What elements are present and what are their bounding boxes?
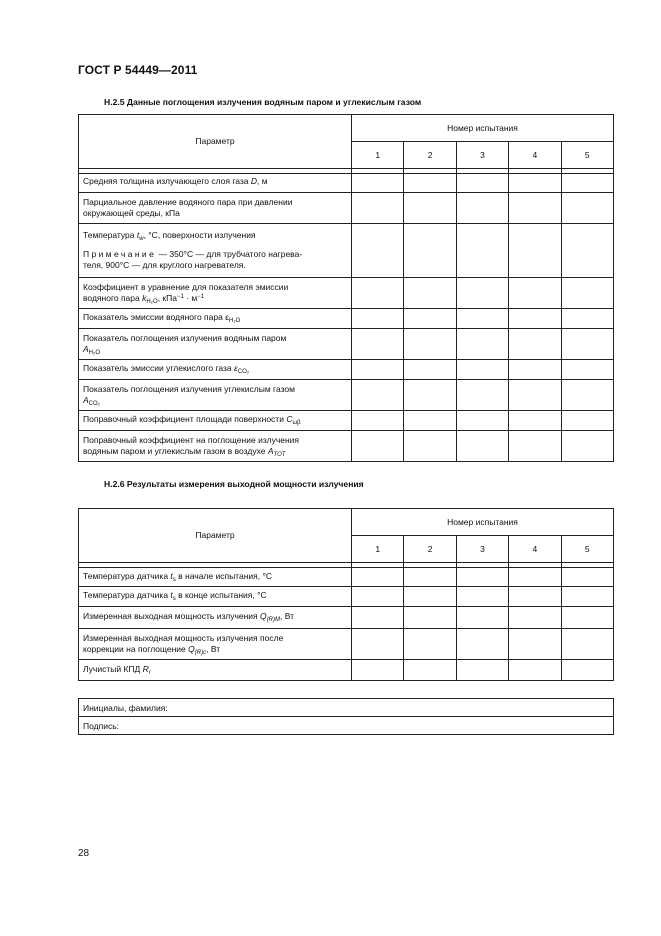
value-cell[interactable]	[509, 278, 561, 309]
row-param-radiant-efficiency: Лучистый КПД $R_r$	[79, 660, 352, 681]
value-cell[interactable]	[352, 411, 404, 431]
param-header: Параметр	[79, 509, 352, 563]
value-cell[interactable]	[561, 380, 613, 411]
value-cell[interactable]	[404, 193, 456, 224]
value-cell[interactable]	[352, 278, 404, 309]
value-cell[interactable]	[561, 587, 613, 607]
table2-caption: Н.2.6 Результаты измерения выходной мощности излучения	[104, 479, 364, 489]
value-cell[interactable]	[404, 278, 456, 309]
value-cell[interactable]	[352, 174, 404, 193]
value-cell[interactable]	[509, 411, 561, 431]
value-cell[interactable]	[561, 278, 613, 309]
value-cell[interactable]	[509, 431, 561, 462]
value-cell[interactable]	[352, 607, 404, 629]
value-cell[interactable]	[561, 360, 613, 380]
value-cell[interactable]	[509, 360, 561, 380]
row-param-co2-emission: Показатель эмиссии углекислого газа $\varepsilon_{CO_2}$	[79, 360, 352, 380]
value-cell[interactable]	[404, 629, 456, 660]
test-number: 1	[352, 536, 404, 563]
value-cell[interactable]	[561, 309, 613, 329]
value-cell[interactable]	[509, 224, 561, 278]
test-number: 4	[509, 536, 561, 563]
row-param-surface-correction: Поправочный коэффициент площади поверхности $C_{\omega\beta}$	[79, 411, 352, 431]
test-number: 5	[561, 142, 613, 169]
value-cell[interactable]	[456, 587, 508, 607]
value-cell[interactable]	[561, 224, 613, 278]
value-cell[interactable]	[509, 309, 561, 329]
test-number: 3	[456, 536, 508, 563]
tests-header: Номер испытания	[352, 509, 614, 536]
param-header: Параметр	[79, 115, 352, 169]
test-number: 2	[404, 142, 456, 169]
value-cell[interactable]	[509, 607, 561, 629]
value-cell[interactable]	[404, 587, 456, 607]
value-cell[interactable]	[352, 360, 404, 380]
test-number: 4	[509, 142, 561, 169]
row-param-surface-temperature: Температура $t_w$, °С, поверхности излучения Примечание — 350°С — для трубчатого нагрева- теля, 900°С — для круглого нагревателя.	[79, 224, 352, 278]
value-cell[interactable]	[456, 278, 508, 309]
value-cell[interactable]	[561, 174, 613, 193]
value-cell[interactable]	[561, 329, 613, 360]
value-cell[interactable]	[456, 411, 508, 431]
value-cell[interactable]	[509, 629, 561, 660]
value-cell[interactable]	[456, 360, 508, 380]
value-cell[interactable]	[456, 660, 508, 681]
value-cell[interactable]	[404, 568, 456, 587]
value-cell[interactable]	[561, 411, 613, 431]
row-param-emission-coefficient: Коэффициент в уравнение для показателя эмиссии водяного пара $k_{H_2O}$, $кПа^{-1} \cdot м^{-1}$	[79, 278, 352, 309]
row-param-gas-layer-thickness: Средняя толщина излучающего слоя газа D, м	[79, 174, 352, 193]
value-cell[interactable]	[509, 660, 561, 681]
tests-header: Номер испытания	[352, 115, 614, 142]
table-output-power	[78, 508, 614, 681]
value-cell[interactable]	[352, 329, 404, 360]
test-number: 5	[561, 536, 613, 563]
value-cell[interactable]	[404, 309, 456, 329]
row-param-water-absorption: Показатель поглощения излучения водяным паром $A_{H_2O}$	[79, 329, 352, 360]
row-param-co2-absorption: Показатель поглощения излучения углекислым газом $A_{CO_2}$	[79, 380, 352, 411]
value-cell[interactable]	[456, 431, 508, 462]
table-absorption-data	[78, 114, 614, 462]
value-cell[interactable]	[456, 629, 508, 660]
row-param-water-emission: Показатель эмиссии водяного пара $\varepsilon_{H_2O}$	[79, 309, 352, 329]
value-cell[interactable]	[404, 174, 456, 193]
value-cell[interactable]	[509, 174, 561, 193]
value-cell[interactable]	[456, 193, 508, 224]
value-cell[interactable]	[561, 431, 613, 462]
value-cell[interactable]	[352, 380, 404, 411]
value-cell[interactable]	[456, 607, 508, 629]
value-cell[interactable]	[404, 329, 456, 360]
value-cell[interactable]	[352, 568, 404, 587]
value-cell[interactable]	[404, 411, 456, 431]
value-cell[interactable]	[352, 224, 404, 278]
page-number: 28	[78, 848, 90, 859]
value-cell[interactable]	[352, 660, 404, 681]
value-cell[interactable]	[352, 629, 404, 660]
test-number: 3	[456, 142, 508, 169]
value-cell[interactable]	[404, 380, 456, 411]
row-param-sensor-temp-end: Температура датчика $t_s$ в конце испытания, °С	[79, 587, 352, 607]
value-cell[interactable]	[404, 431, 456, 462]
value-cell[interactable]	[561, 193, 613, 224]
test-number: 2	[404, 536, 456, 563]
value-cell[interactable]	[561, 629, 613, 660]
row-param-sensor-temp-start: Температура датчика $t_s$ в начале испытания, °С	[79, 568, 352, 587]
value-cell[interactable]	[509, 329, 561, 360]
value-cell[interactable]	[404, 224, 456, 278]
signature-field[interactable]: Подпись:	[79, 717, 614, 735]
value-cell[interactable]	[509, 380, 561, 411]
value-cell[interactable]	[404, 607, 456, 629]
value-cell[interactable]	[509, 587, 561, 607]
value-cell[interactable]	[456, 380, 508, 411]
value-cell[interactable]	[509, 568, 561, 587]
value-cell[interactable]	[352, 431, 404, 462]
row-param-absorption-correction: Поправочный коэффициент на поглощение излучения водяным паром и углекислым газом в воздухе $A_{TOT}$	[79, 431, 352, 462]
row-param-corrected-power: Измеренная выходная мощность излучения после коррекции на поглощение $Q_{(R)c}$, Вт	[79, 629, 352, 660]
table1-caption: Н.2.5 Данные поглощения излучения водяным паром и углекислым газом	[104, 97, 422, 107]
value-cell[interactable]	[561, 607, 613, 629]
row-param-water-vapour-pressure: Парциальное давление водяного пара при давлении окружающей среды, кПа	[79, 193, 352, 224]
row-param-measured-power: Измеренная выходная мощность излучения $Q_{(R)M}$, Вт	[79, 607, 352, 629]
signature-block	[78, 698, 614, 735]
value-cell[interactable]	[456, 224, 508, 278]
value-cell[interactable]	[456, 329, 508, 360]
value-cell[interactable]	[509, 193, 561, 224]
value-cell[interactable]	[456, 568, 508, 587]
value-cell[interactable]	[456, 174, 508, 193]
value-cell[interactable]	[456, 309, 508, 329]
value-cell[interactable]	[352, 193, 404, 224]
value-cell[interactable]	[352, 309, 404, 329]
initials-name-field[interactable]: Инициалы, фамилия:	[79, 699, 614, 717]
value-cell[interactable]	[404, 360, 456, 380]
value-cell[interactable]	[561, 660, 613, 681]
value-cell[interactable]	[352, 587, 404, 607]
value-cell[interactable]	[404, 660, 456, 681]
document-header: ГОСТ Р 54449—2011	[78, 63, 198, 77]
value-cell[interactable]	[561, 568, 613, 587]
test-number: 1	[352, 142, 404, 169]
